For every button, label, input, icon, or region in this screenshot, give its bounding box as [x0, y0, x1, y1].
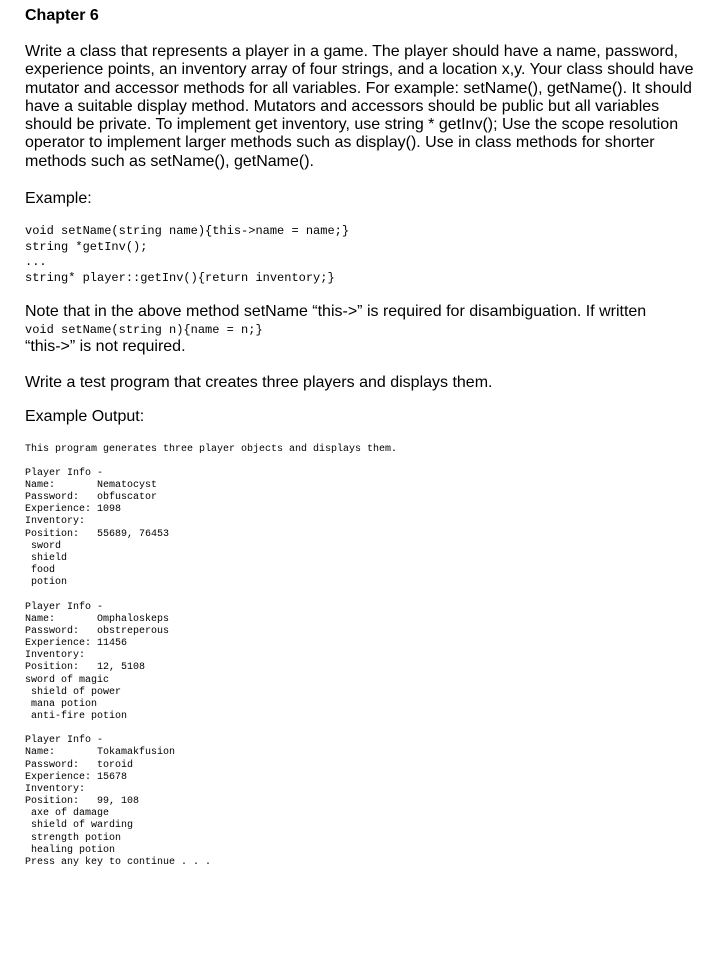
player-block: [25, 468, 695, 590]
code-line: string* player::getInv(){return inventory;}: [25, 270, 335, 285]
document-page: [25, 0, 695, 869]
code-example: [25, 224, 695, 286]
note-code: void setName(string n){name = n;}: [25, 322, 263, 337]
output-line: Name: Omphaloskeps: [25, 613, 170, 625]
output-line: axe of damage: [25, 808, 110, 820]
intro-paragraph: Write a class that represents a player in a game. The player should have a name, password, experience points, an inventory array of four strings, and a location x,y. Your class should have mutator and accessor methods for all variables. For example: setName(), getName(). It should have a suitable display method. Mutators and accessors should be public but all variables should be private. To implement get inventory, use string * getInv(); Use the scope resolution operator to implement larger methods such as display(). Use in class methods for shorter methods such as setName(), getName().: [25, 43, 694, 170]
output-line: Inventory:: [25, 516, 86, 528]
output-line: Experience: 11456: [25, 638, 128, 650]
output-line: Name: Tokamakfusion: [25, 747, 176, 759]
output-line: food: [25, 565, 56, 577]
output-footer: Press any key to continue . . .: [25, 856, 212, 868]
code-line: string *getInv();: [25, 239, 148, 254]
output-line: shield of warding: [25, 820, 134, 832]
note-text-1: Note that in the above method setName “this->” is required for disambiguation. If written: [25, 303, 647, 321]
output-line: Position: 99, 108: [25, 796, 140, 808]
note-text-2: “this->” is not required.: [25, 337, 186, 355]
code-line: void setName(string name){this->name = name;}: [25, 224, 350, 239]
output-line: mana potion: [25, 698, 98, 710]
output-line: Experience: 15678: [25, 771, 128, 783]
output-spacer: [25, 589, 695, 601]
code-line: ...: [25, 255, 47, 270]
output-header: This program generates three player objects and displays them.: [25, 443, 398, 455]
output-line: Experience: 1098: [25, 504, 122, 516]
output-line: Player Info -: [25, 735, 104, 747]
output-line: Password: obfuscator: [25, 492, 158, 504]
disambiguation-note: [25, 303, 695, 356]
output-line: sword of magic: [25, 674, 110, 686]
output-line: potion: [25, 577, 68, 589]
player-block: [25, 735, 695, 857]
output-line: anti-fire potion: [25, 710, 128, 722]
output-line: Inventory:: [25, 650, 86, 662]
output-line: Password: obstreperous: [25, 625, 170, 637]
output-line: Player Info -: [25, 601, 104, 613]
test-program-instruction: Write a test program that creates three players and displays them.: [25, 373, 493, 391]
output-line: Position: 55689, 76453: [25, 528, 170, 540]
program-output: [25, 444, 695, 869]
output-line: Position: 12, 5108: [25, 662, 146, 674]
player-block: [25, 602, 695, 724]
output-line: sword: [25, 540, 62, 552]
output-line: Name: Nematocyst: [25, 480, 158, 492]
output-line: strength potion: [25, 832, 122, 844]
output-line: shield: [25, 552, 68, 564]
example-label: Example:: [25, 190, 92, 208]
output-line: healing potion: [25, 844, 116, 856]
example-output-label: Example Output:: [25, 408, 145, 426]
output-spacer: [25, 456, 695, 468]
output-line: Player Info -: [25, 467, 104, 479]
output-spacer: [25, 723, 695, 735]
output-line: Inventory:: [25, 783, 86, 795]
output-line: Password: toroid: [25, 759, 134, 771]
output-line: shield of power: [25, 686, 122, 698]
chapter-title: Chapter 6: [25, 7, 99, 24]
